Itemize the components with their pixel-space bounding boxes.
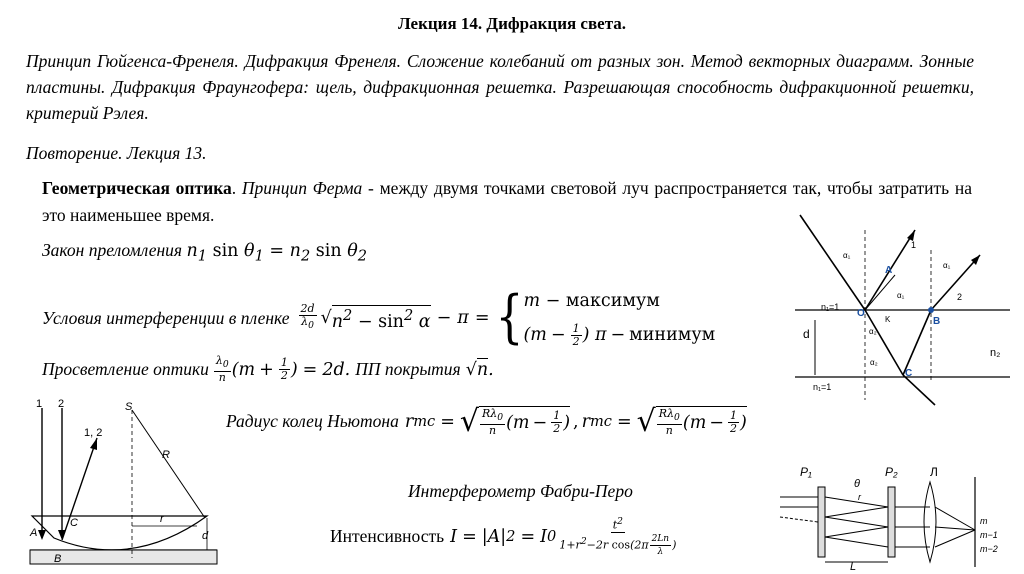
svg-text:K: K xyxy=(885,315,891,324)
svg-text:α₁: α₁ xyxy=(897,291,905,300)
svg-text:A: A xyxy=(885,265,893,276)
refraction-law xyxy=(42,240,367,265)
svg-text:C: C xyxy=(905,368,913,379)
svg-text:α₂: α₂ xyxy=(870,358,878,367)
svg-text:L: L xyxy=(850,561,857,572)
svg-text:θ: θ xyxy=(854,478,860,490)
svg-text:α₁: α₁ xyxy=(843,251,851,260)
svg-text:P₁: P₁ xyxy=(800,465,812,479)
thin-film-diagram xyxy=(785,210,1010,410)
lecture-title: Лекция 14. Дифракция света. xyxy=(397,14,627,33)
svg-text:Л: Л xyxy=(930,465,938,479)
antireflection-tail: ПП покрытия xyxy=(355,359,461,380)
svg-text:m−2: m−2 xyxy=(980,544,998,554)
interference-formula: $\frac{2d}{\lambda_0}$ √ $n^2 - \sin^2 \alpha$ − π = { m − максимум (m − $\frac{1}{2}$ ) π − минимум xyxy=(300,284,716,351)
svg-text:r: r xyxy=(160,513,164,525)
svg-text:C: C xyxy=(70,517,78,529)
svg-text:1: 1 xyxy=(911,240,917,250)
svg-text:B: B xyxy=(54,553,62,565)
repeat-note: Повторение. Лекция 13. xyxy=(26,143,207,163)
newton-rings-diagram xyxy=(22,398,222,568)
separator: . xyxy=(231,178,242,198)
fabry-perot-diagram xyxy=(770,462,1020,572)
svg-text:n₁=1: n₁=1 xyxy=(813,382,832,392)
fermat-principle: Принцип Ферма xyxy=(241,178,363,198)
max-label: максимум xyxy=(565,291,660,311)
svg-text:R: R xyxy=(162,449,170,461)
svg-text:r: r xyxy=(858,492,861,502)
svg-text:2: 2 xyxy=(58,398,65,410)
min-label: минимум xyxy=(629,325,716,345)
interference-condition xyxy=(42,284,715,352)
svg-text:B: B xyxy=(933,316,941,327)
geometric-optics-term: Геометрическая оптика xyxy=(42,178,232,198)
refraction-formula: $n_1$ $\sin \theta_1 = n_2$ $\sin \theta_2$ xyxy=(186,241,368,265)
svg-text:d: d xyxy=(202,530,209,542)
svg-text:m−1: m−1 xyxy=(980,530,998,540)
intensity-formula: Интенсивность I = |A| 2 = I 0 $t^2$ $1+r^2-2r$ cos(2π $\frac{2Ln}{\lambda}$ ) xyxy=(330,516,677,557)
svg-text:d: d xyxy=(803,327,810,341)
antireflection-label: Просветление оптики xyxy=(42,359,209,380)
svg-text:1, 2: 1, 2 xyxy=(84,427,103,439)
svg-text:1: 1 xyxy=(36,398,43,410)
svg-text:α₁: α₁ xyxy=(943,261,951,270)
intensity-label: Интенсивность xyxy=(330,526,445,547)
svg-text:P₂: P₂ xyxy=(885,465,898,479)
svg-text:2: 2 xyxy=(957,292,963,302)
svg-text:m: m xyxy=(980,516,988,526)
interference-label: Условия интерференции в пленке xyxy=(42,307,290,328)
newton-rings: Радиус колец Ньютона r mc = √ $\frac{R\lambda_0}{n}$ (m − $\frac{1}{2}$ ) , r mc = √ $\frac{R\lambda_0}{n}$ (m − $\frac{1}{2}$ ) xyxy=(226,404,747,439)
svg-text:A: A xyxy=(30,527,38,539)
lecture-topics: Принцип Гюйгенса-Френеля. Дифракция Френеля. Сложение колебаний от разных зон. Метод векторных диаграмм. Зонные пластины. Дифракция Фраунгофера: щель, дифракционная решетка. Разрешающая способность дифракционной решетки, критерий Рэлея. xyxy=(26,51,974,123)
antireflection: Просветление оптики $\frac{\lambda_0}{n}$ (m + $\frac{1}{2}$ ) = 2d. ПП покрытия √n. xyxy=(42,354,494,385)
svg-text:S: S xyxy=(125,401,133,413)
fermat-description: - между двумя точками световой луч распространяется так, чтобы затратить на это наименьшее время. xyxy=(42,178,972,225)
svg-text:n₂: n₂ xyxy=(990,347,1001,359)
svg-text:O: O xyxy=(857,308,865,319)
refraction-label: Закон преломления xyxy=(42,240,183,260)
diag1-label-n1: n₁=1 xyxy=(821,302,840,312)
fabry-perot-title: Интерферометр Фабри-Перо xyxy=(408,481,633,501)
svg-text:α₂: α₂ xyxy=(869,327,877,336)
newton-label: Радиус колец Ньютона xyxy=(226,411,399,431)
